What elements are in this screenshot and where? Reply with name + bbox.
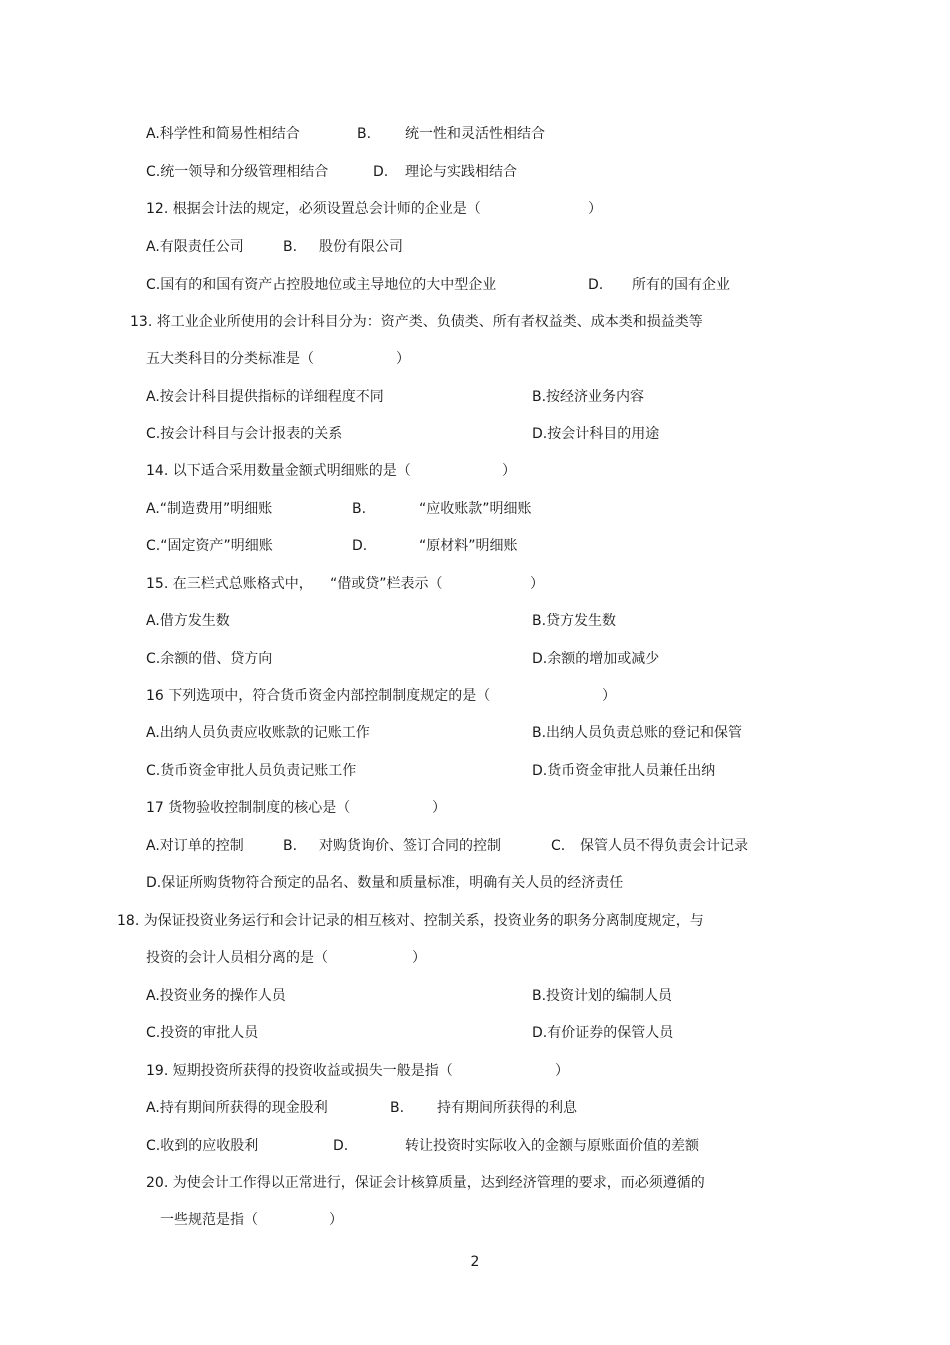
q12-answer-close: ） (588, 201, 602, 217)
q15-option-c: C.余额的借、贷方向 (146, 651, 273, 667)
q18-option-b: B.投资计划的编制人员 (532, 988, 673, 1004)
q14-option-d: “原材料”明细账 (419, 538, 518, 554)
q17-option-b: 对购货询价、签订合同的控制 (319, 838, 501, 854)
q14-option-c: C.“固定资产”明细账 (146, 538, 273, 554)
q16-option-b: B.出纳人员负责总账的登记和保管 (532, 725, 743, 741)
q17-option-a: A.对订单的控制 (146, 838, 244, 854)
q12-option-b: 股份有限公司 (319, 239, 403, 255)
q15-option-d: D.余额的增加或减少 (532, 651, 660, 667)
q14-option-d-letter: D. (352, 538, 368, 554)
q20-stem-line2: 一些规范是指（ (160, 1212, 258, 1228)
q19-stem: 19. 短期投资所获得的投资收益或损失一般是指（ (146, 1063, 453, 1079)
q16-option-d: D.货币资金审批人员兼任出纳 (532, 763, 716, 779)
q11-option-a: A.科学性和简易性相结合 (146, 126, 300, 142)
q17-option-c: 保管人员不得负责会计记录 (580, 838, 748, 854)
q11-option-d-letter: D. (373, 164, 389, 180)
q17-answer-close: ） (432, 800, 446, 816)
q19-option-d-letter: D. (333, 1138, 349, 1154)
q14-answer-close: ） (502, 463, 516, 479)
q12-option-d-letter: D. (588, 277, 604, 293)
q19-answer-close: ） (555, 1063, 569, 1079)
q14-option-b: “应收账款”明细账 (419, 501, 532, 517)
q13-answer-close: ） (396, 351, 410, 367)
q19-option-a: A.持有期间所获得的现金股利 (146, 1100, 328, 1116)
q13-option-a: A.按会计科目提供指标的详细程度不同 (146, 389, 384, 405)
q16-stem: 16 下列选项中，符合货币资金内部控制制度规定的是（ (146, 688, 491, 704)
q12-option-b-letter: B. (283, 239, 298, 255)
q18-stem-line1: 18. 为保证投资业务运行和会计记录的相互核对、控制关系，投资业务的职务分离制度规定，与 (117, 913, 704, 929)
q18-stem-line2: 投资的会计人员相分离的是（ (146, 950, 328, 966)
q12-option-d: 所有的国有企业 (632, 277, 730, 293)
q17-option-c-letter: C. (551, 838, 566, 854)
q20-answer-close: ） (329, 1212, 343, 1228)
q20-stem-line1: 20. 为使会计工作得以正常进行，保证会计核算质量，达到经济管理的要求，而必须遵循的 (146, 1175, 705, 1191)
q11-option-c: C.统一领导和分级管理相结合 (146, 164, 329, 180)
q13-option-d: D.按会计科目的用途 (532, 426, 660, 442)
q13-stem-line2: 五大类科目的分类标准是（ (146, 351, 314, 367)
q17-option-b-letter: B. (283, 838, 298, 854)
page-number: 2 (470, 1254, 480, 1270)
q19-option-d: 转让投资时实际收入的金额与原账面价值的差额 (405, 1138, 699, 1154)
q11-option-b-letter: B. (357, 126, 372, 142)
q13-option-c: C.按会计科目与会计报表的关系 (146, 426, 343, 442)
q12-option-c: C.国有的和国有资产占控股地位或主导地位的大中型企业 (146, 277, 497, 293)
q17-stem: 17 货物验收控制制度的核心是（ (146, 800, 351, 816)
q19-option-c: C.收到的应收股利 (146, 1138, 259, 1154)
q13-stem-line1: 13. 将工业企业所使用的会计科目分为：资产类、负债类、所有者权益类、成本类和损益类等 (130, 314, 703, 330)
q12-option-a: A.有限责任公司 (146, 239, 244, 255)
q16-answer-close: ） (602, 688, 616, 704)
q11-option-d: 理论与实践相结合 (405, 164, 517, 180)
q19-option-b-letter: B. (390, 1100, 405, 1116)
q15-option-b: B.贷方发生数 (532, 613, 617, 629)
q18-option-d: D.有价证券的保管人员 (532, 1025, 674, 1041)
q14-stem: 14. 以下适合采用数量金额式明细账的是（ (146, 463, 411, 479)
q11-option-b: 统一性和灵活性相结合 (405, 126, 545, 142)
q12-stem: 12. 根据会计法的规定，必须设置总会计师的企业是（ (146, 201, 481, 217)
q18-option-c: C.投资的审批人员 (146, 1025, 259, 1041)
q15-stem: 15. 在三栏式总账格式中， (146, 576, 313, 592)
q15-option-a: A.借方发生数 (146, 613, 230, 629)
q15-answer-close: ） (530, 576, 544, 592)
q14-option-a: A.“制造费用”明细账 (146, 501, 273, 517)
q15-stem-part2: “借或贷”栏表示（ (330, 576, 443, 592)
q19-option-b: 持有期间所获得的利息 (437, 1100, 577, 1116)
q16-option-c: C.货币资金审批人员负责记账工作 (146, 763, 357, 779)
q16-option-a: A.出纳人员负责应收账款的记账工作 (146, 725, 370, 741)
q18-answer-close: ） (412, 950, 426, 966)
q17-option-d: D.保证所购货物符合预定的品名、数量和质量标准，明确有关人员的经济责任 (146, 875, 624, 891)
q14-option-b-letter: B. (352, 501, 367, 517)
q18-option-a: A.投资业务的操作人员 (146, 988, 286, 1004)
q13-option-b: B.按经济业务内容 (532, 389, 645, 405)
